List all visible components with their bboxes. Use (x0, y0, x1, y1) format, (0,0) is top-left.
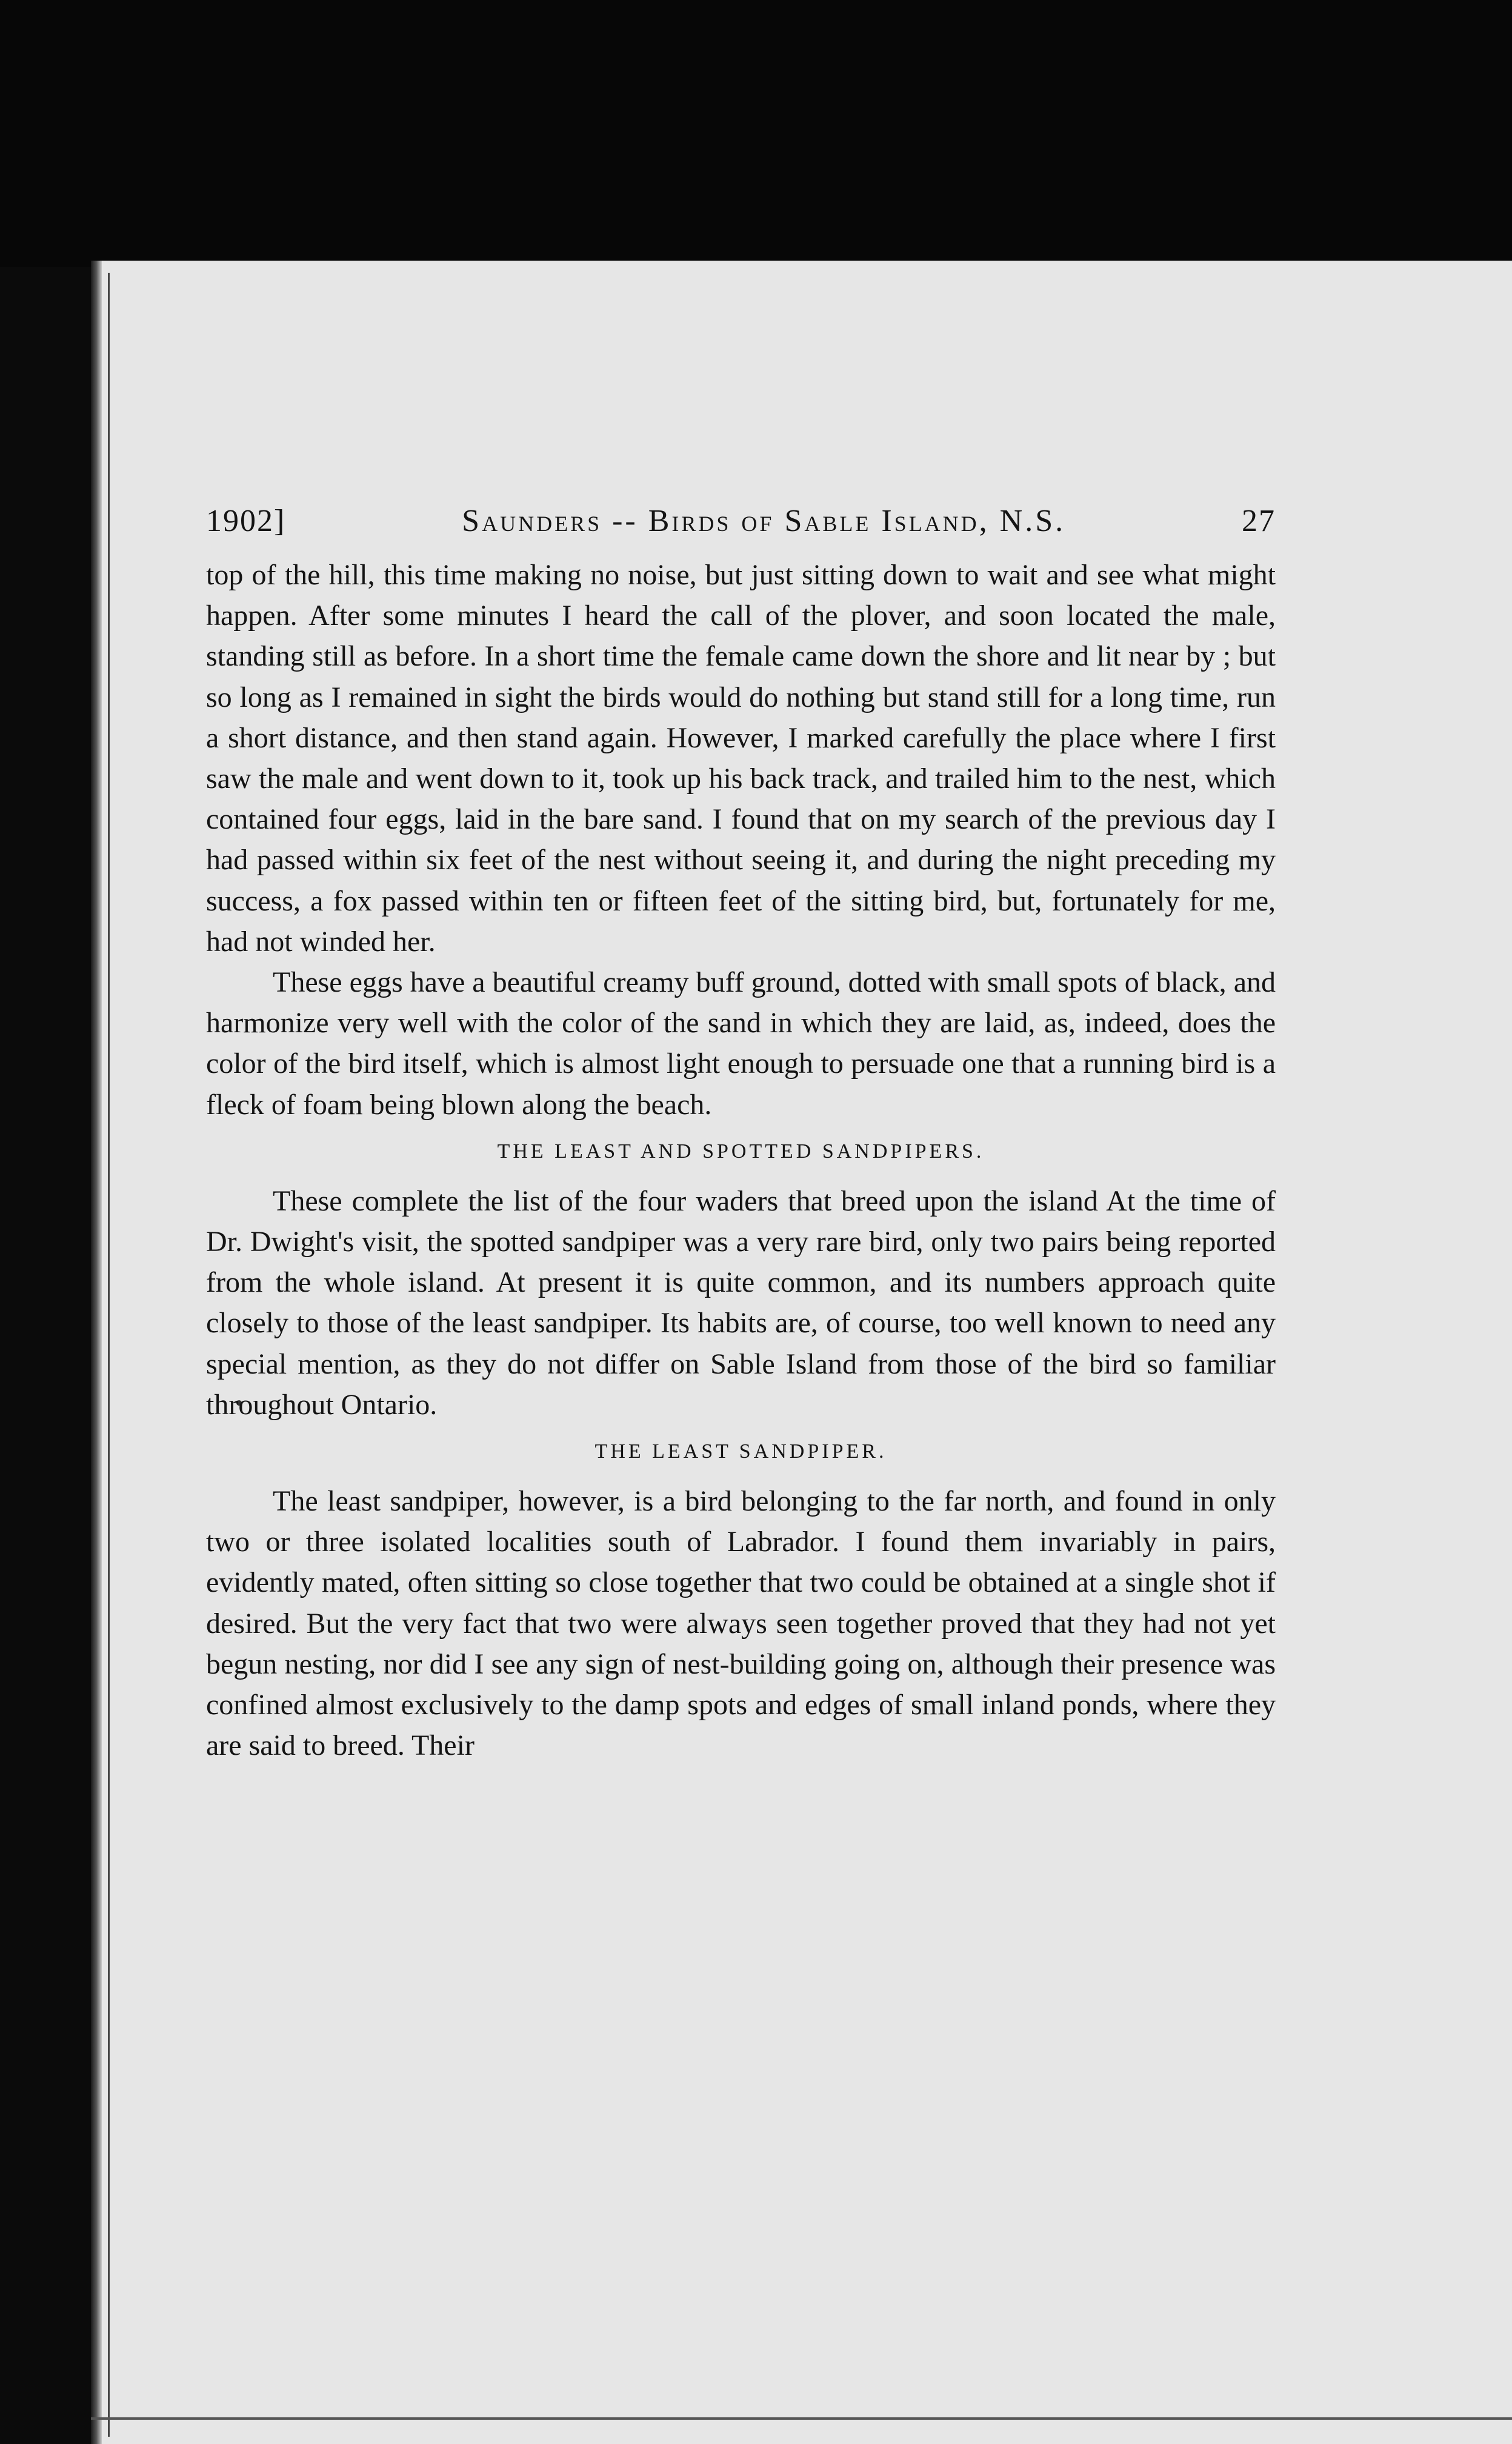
section-heading-least-sandpiper: THE LEAST SANDPIPER. (594, 1440, 887, 1463)
paragraph-continued: top of the hill, this time making no noise, but just sitting down to wait and see what might happen. After some minutes I heard the call of the plover, and soon located the male, standing still as before. In a short time the female came down the shore and lit near by ; but so long as I remained in sight the birds would do nothing but stand still for a long time, run a short distance, and then stand again. However, I marked carefully the place where I first saw the male and went down to it, took up his back track, and trailed him to the nest, which contained four eggs, laid in the bare sand. I found that on my search of the previous day I had passed within six feet of the nest without seeing it, and during the night preceding my success, a fox passed within ten or fifteen feet of the sitting bird, but, fortunately for me, had not winded her. (206, 559, 1276, 958)
running-head-year: 1902] (206, 504, 286, 538)
scanner-background (0, 0, 1512, 267)
page-text (206, 503, 1276, 1766)
running-head-title: Saunders -- Birds of Sable Island, N.S. (462, 504, 1066, 538)
paragraph-eggs: These eggs have a beautiful creamy buff ground, dotted with small spots of black, and harmonize very well with the color of the sand in which they are laid, as, indeed, does the color of the bird itself, which is almost light enough to persuade one that a running bird is a fleck of foam being blown along the beach. (206, 966, 1276, 1121)
section-heading-least-spotted: THE LEAST AND SPOTTED SANDPIPERS. (497, 1140, 985, 1163)
paragraph-least-sandpiper: The least sandpiper, however, is a bird belonging to the far north, and found in only two or three isolated localities south of Labrador. I found them invariably in pairs, evidently mated, often sitting so close together that two could be obtained at a single shot if desired. But the very fact that two were always seen together proved that they had not yet begun nesting, nor did I see any sign of nest-building going on, although their presence was confined almost exclusively to the damp spots and edges of small inland ponds, where they are said to breed. Their (206, 1485, 1276, 1762)
page-number: 27 (1241, 504, 1276, 538)
running-head (206, 503, 1276, 539)
paragraph-least-spotted: These complete the list of the four waders that breed upon the island At the time of Dr. Dwight's visit, the spotted sandpiper was a very rare bird, only two pairs being reported from the whole island. At present it is quite common, and its numbers approach quite closely to those of the least sandpiper. Its habits are, of course, too well known to need any special mention, as they do not differ on Sable Island from those of the bird so familiar throughout Ontario. (206, 1184, 1276, 1421)
page-bottom-edge (91, 2417, 1512, 2420)
page-margin-line (108, 273, 110, 2437)
page-binding-edge (91, 261, 102, 2444)
